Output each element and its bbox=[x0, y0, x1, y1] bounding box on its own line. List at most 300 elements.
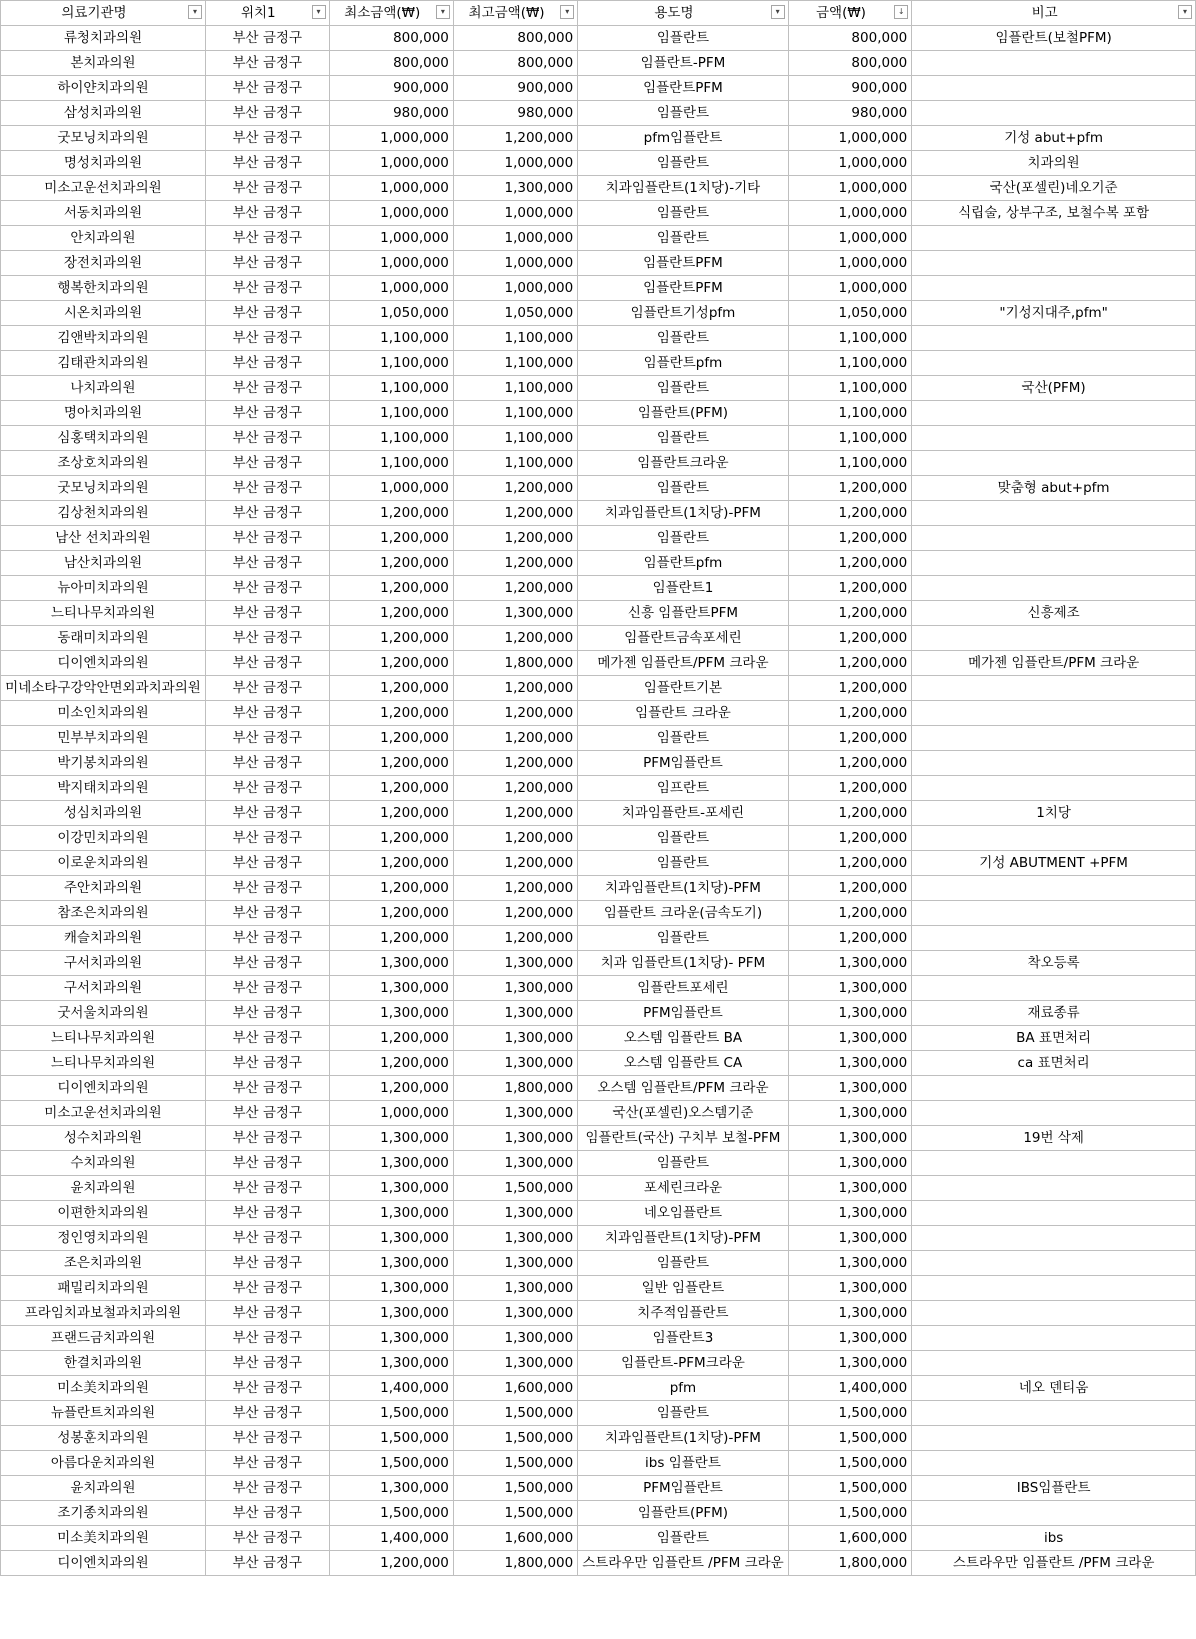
hospital-name-cell[interactable]: 김태관치과의원 bbox=[1, 351, 206, 376]
max-amount-cell[interactable]: 1,300,000 bbox=[453, 1201, 577, 1226]
hospital-name-cell[interactable]: 조기종치과의원 bbox=[1, 1501, 206, 1526]
hospital-name-cell[interactable]: 구서치과의원 bbox=[1, 951, 206, 976]
max-amount-cell[interactable]: 1,050,000 bbox=[453, 301, 577, 326]
location-cell[interactable]: 부산 금정구 bbox=[205, 1426, 329, 1451]
location-cell[interactable]: 부산 금정구 bbox=[205, 1226, 329, 1251]
location-cell[interactable]: 부산 금정구 bbox=[205, 1201, 329, 1226]
location-cell[interactable]: 부산 금정구 bbox=[205, 801, 329, 826]
remarks-cell[interactable]: 신흥제조 bbox=[912, 601, 1196, 626]
location-cell[interactable]: 부산 금정구 bbox=[205, 1126, 329, 1151]
usage-name-cell[interactable]: 치과 임플란트(1치당)- PFM bbox=[578, 951, 788, 976]
usage-name-cell[interactable]: 임플란트 bbox=[578, 926, 788, 951]
hospital-name-cell[interactable]: 남산 선치과의원 bbox=[1, 526, 206, 551]
remarks-cell[interactable] bbox=[912, 501, 1196, 526]
min-amount-cell[interactable]: 1,300,000 bbox=[329, 1201, 453, 1226]
min-amount-cell[interactable]: 1,200,000 bbox=[329, 626, 453, 651]
remarks-cell[interactable]: 착오등록 bbox=[912, 951, 1196, 976]
max-amount-cell[interactable]: 1,200,000 bbox=[453, 676, 577, 701]
max-amount-cell[interactable]: 1,600,000 bbox=[453, 1376, 577, 1401]
location-cell[interactable]: 부산 금정구 bbox=[205, 201, 329, 226]
location-cell[interactable]: 부산 금정구 bbox=[205, 876, 329, 901]
remarks-cell[interactable] bbox=[912, 751, 1196, 776]
location-cell[interactable]: 부산 금정구 bbox=[205, 426, 329, 451]
usage-name-cell[interactable]: 일반 임플란트 bbox=[578, 1276, 788, 1301]
max-amount-cell[interactable]: 1,300,000 bbox=[453, 951, 577, 976]
amount-cell[interactable]: 1,300,000 bbox=[788, 1176, 912, 1201]
amount-cell[interactable]: 1,200,000 bbox=[788, 651, 912, 676]
usage-name-cell[interactable]: 임플란트 bbox=[578, 1251, 788, 1276]
location-cell[interactable]: 부산 금정구 bbox=[205, 1351, 329, 1376]
max-amount-cell[interactable]: 1,300,000 bbox=[453, 1301, 577, 1326]
usage-name-cell[interactable]: 스트라우만 임플란트 /PFM 크라운 bbox=[578, 1551, 788, 1576]
max-amount-cell[interactable]: 1,200,000 bbox=[453, 701, 577, 726]
usage-name-cell[interactable]: 임플란트 bbox=[578, 151, 788, 176]
location-cell[interactable]: 부산 금정구 bbox=[205, 1326, 329, 1351]
usage-name-cell[interactable]: 임플란트 bbox=[578, 826, 788, 851]
max-amount-cell[interactable]: 1,300,000 bbox=[453, 176, 577, 201]
amount-cell[interactable]: 800,000 bbox=[788, 51, 912, 76]
amount-cell[interactable]: 1,200,000 bbox=[788, 751, 912, 776]
usage-name-cell[interactable]: 치과임플란트-포세린 bbox=[578, 801, 788, 826]
usage-name-cell[interactable]: 임프란트 bbox=[578, 776, 788, 801]
location-cell[interactable]: 부산 금정구 bbox=[205, 526, 329, 551]
hospital-name-cell[interactable]: 미소고운선치과의원 bbox=[1, 176, 206, 201]
usage-name-cell[interactable]: PFM임플란트 bbox=[578, 1476, 788, 1501]
location-cell[interactable]: 부산 금정구 bbox=[205, 276, 329, 301]
max-amount-cell[interactable]: 1,300,000 bbox=[453, 1151, 577, 1176]
max-amount-cell[interactable]: 1,100,000 bbox=[453, 376, 577, 401]
min-amount-cell[interactable]: 1,500,000 bbox=[329, 1426, 453, 1451]
max-amount-cell[interactable]: 980,000 bbox=[453, 101, 577, 126]
remarks-cell[interactable] bbox=[912, 326, 1196, 351]
hospital-name-cell[interactable]: 디이엔치과의원 bbox=[1, 1551, 206, 1576]
max-amount-cell[interactable]: 800,000 bbox=[453, 51, 577, 76]
max-amount-cell[interactable]: 1,300,000 bbox=[453, 1026, 577, 1051]
amount-cell[interactable]: 1,300,000 bbox=[788, 1126, 912, 1151]
hospital-name-cell[interactable]: 디이엔치과의원 bbox=[1, 1076, 206, 1101]
hospital-name-cell[interactable]: 행복한치과의원 bbox=[1, 276, 206, 301]
location-cell[interactable]: 부산 금정구 bbox=[205, 251, 329, 276]
max-amount-cell[interactable]: 1,200,000 bbox=[453, 801, 577, 826]
max-amount-cell[interactable]: 1,200,000 bbox=[453, 876, 577, 901]
min-amount-cell[interactable]: 1,200,000 bbox=[329, 776, 453, 801]
max-amount-cell[interactable]: 1,200,000 bbox=[453, 626, 577, 651]
amount-cell[interactable]: 1,500,000 bbox=[788, 1476, 912, 1501]
hospital-name-cell[interactable]: 민부부치과의원 bbox=[1, 726, 206, 751]
amount-cell[interactable]: 1,300,000 bbox=[788, 1101, 912, 1126]
min-amount-cell[interactable]: 1,000,000 bbox=[329, 276, 453, 301]
min-amount-cell[interactable]: 980,000 bbox=[329, 101, 453, 126]
min-amount-cell[interactable]: 1,100,000 bbox=[329, 451, 453, 476]
min-amount-cell[interactable]: 1,200,000 bbox=[329, 1076, 453, 1101]
remarks-cell[interactable] bbox=[912, 776, 1196, 801]
min-amount-cell[interactable]: 1,300,000 bbox=[329, 1176, 453, 1201]
min-amount-cell[interactable]: 1,200,000 bbox=[329, 876, 453, 901]
amount-cell[interactable]: 1,200,000 bbox=[788, 851, 912, 876]
location-cell[interactable]: 부산 금정구 bbox=[205, 976, 329, 1001]
filter-dropdown-icon[interactable]: ▾ bbox=[560, 5, 574, 19]
hospital-name-cell[interactable]: 미네소타구강악안면외과치과의원 bbox=[1, 676, 206, 701]
max-amount-cell[interactable]: 1,200,000 bbox=[453, 901, 577, 926]
location-cell[interactable]: 부산 금정구 bbox=[205, 601, 329, 626]
location-cell[interactable]: 부산 금정구 bbox=[205, 451, 329, 476]
filter-dropdown-icon[interactable]: ▾ bbox=[1178, 5, 1192, 19]
hospital-name-cell[interactable]: 느티나무치과의원 bbox=[1, 1026, 206, 1051]
max-amount-cell[interactable]: 1,500,000 bbox=[453, 1476, 577, 1501]
usage-name-cell[interactable]: 임플란트PFM bbox=[578, 251, 788, 276]
usage-name-cell[interactable]: 임플란트기성pfm bbox=[578, 301, 788, 326]
hospital-name-cell[interactable]: 미소美치과의원 bbox=[1, 1376, 206, 1401]
location-cell[interactable]: 부산 금정구 bbox=[205, 1076, 329, 1101]
location-cell[interactable]: 부산 금정구 bbox=[205, 401, 329, 426]
max-amount-cell[interactable]: 1,300,000 bbox=[453, 1251, 577, 1276]
usage-name-cell[interactable]: pfm bbox=[578, 1376, 788, 1401]
max-amount-cell[interactable]: 1,300,000 bbox=[453, 1101, 577, 1126]
remarks-cell[interactable]: "기성지대주,pfm" bbox=[912, 301, 1196, 326]
amount-cell[interactable]: 1,200,000 bbox=[788, 601, 912, 626]
max-amount-cell[interactable]: 1,500,000 bbox=[453, 1176, 577, 1201]
max-amount-cell[interactable]: 1,300,000 bbox=[453, 1226, 577, 1251]
location-cell[interactable]: 부산 금정구 bbox=[205, 476, 329, 501]
location-cell[interactable]: 부산 금정구 bbox=[205, 1051, 329, 1076]
usage-name-cell[interactable]: 임플란트-PFM크라운 bbox=[578, 1351, 788, 1376]
usage-name-cell[interactable]: 치과임플란트(1치당)-PFM bbox=[578, 876, 788, 901]
filter-dropdown-icon[interactable]: ▾ bbox=[188, 5, 202, 19]
hospital-name-cell[interactable]: 성봉훈치과의원 bbox=[1, 1426, 206, 1451]
amount-cell[interactable]: 1,500,000 bbox=[788, 1426, 912, 1451]
hospital-name-cell[interactable]: 장전치과의원 bbox=[1, 251, 206, 276]
usage-name-cell[interactable]: 임플란트 크라운(금속도기) bbox=[578, 901, 788, 926]
amount-cell[interactable]: 1,300,000 bbox=[788, 1301, 912, 1326]
usage-name-cell[interactable]: 임플란트 bbox=[578, 851, 788, 876]
remarks-cell[interactable]: 네오 덴티움 bbox=[912, 1376, 1196, 1401]
min-amount-cell[interactable]: 1,300,000 bbox=[329, 976, 453, 1001]
max-amount-cell[interactable]: 1,300,000 bbox=[453, 1001, 577, 1026]
remarks-cell[interactable] bbox=[912, 551, 1196, 576]
max-amount-cell[interactable]: 1,300,000 bbox=[453, 601, 577, 626]
usage-name-cell[interactable]: 임플란트 bbox=[578, 476, 788, 501]
amount-cell[interactable]: 1,000,000 bbox=[788, 226, 912, 251]
max-amount-cell[interactable]: 1,200,000 bbox=[453, 476, 577, 501]
min-amount-cell[interactable]: 1,300,000 bbox=[329, 1351, 453, 1376]
max-amount-cell[interactable]: 1,200,000 bbox=[453, 126, 577, 151]
min-amount-cell[interactable]: 1,200,000 bbox=[329, 801, 453, 826]
remarks-cell[interactable] bbox=[912, 1226, 1196, 1251]
remarks-cell[interactable] bbox=[912, 1426, 1196, 1451]
amount-cell[interactable]: 1,300,000 bbox=[788, 976, 912, 1001]
remarks-cell[interactable]: 국산(PFM) bbox=[912, 376, 1196, 401]
remarks-cell[interactable]: ca 표면처리 bbox=[912, 1051, 1196, 1076]
amount-cell[interactable]: 1,000,000 bbox=[788, 251, 912, 276]
remarks-cell[interactable] bbox=[912, 276, 1196, 301]
min-amount-cell[interactable]: 1,300,000 bbox=[329, 1476, 453, 1501]
amount-cell[interactable]: 1,300,000 bbox=[788, 1026, 912, 1051]
amount-cell[interactable]: 1,300,000 bbox=[788, 1251, 912, 1276]
location-cell[interactable]: 부산 금정구 bbox=[205, 1251, 329, 1276]
remarks-cell[interactable] bbox=[912, 451, 1196, 476]
remarks-cell[interactable] bbox=[912, 976, 1196, 1001]
remarks-cell[interactable] bbox=[912, 1251, 1196, 1276]
remarks-cell[interactable] bbox=[912, 926, 1196, 951]
filter-dropdown-icon[interactable]: ▾ bbox=[312, 5, 326, 19]
location-cell[interactable]: 부산 금정구 bbox=[205, 1151, 329, 1176]
location-cell[interactable]: 부산 금정구 bbox=[205, 1301, 329, 1326]
min-amount-cell[interactable]: 1,200,000 bbox=[329, 526, 453, 551]
location-cell[interactable]: 부산 금정구 bbox=[205, 1551, 329, 1576]
remarks-cell[interactable] bbox=[912, 1201, 1196, 1226]
hospital-name-cell[interactable]: 이로운치과의원 bbox=[1, 851, 206, 876]
location-cell[interactable]: 부산 금정구 bbox=[205, 76, 329, 101]
min-amount-cell[interactable]: 1,200,000 bbox=[329, 926, 453, 951]
max-amount-cell[interactable]: 1,000,000 bbox=[453, 251, 577, 276]
hospital-name-cell[interactable]: 수치과의원 bbox=[1, 1151, 206, 1176]
min-amount-cell[interactable]: 1,200,000 bbox=[329, 851, 453, 876]
max-amount-cell[interactable]: 1,000,000 bbox=[453, 151, 577, 176]
location-cell[interactable]: 부산 금정구 bbox=[205, 1401, 329, 1426]
remarks-cell[interactable] bbox=[912, 1101, 1196, 1126]
location-cell[interactable]: 부산 금정구 bbox=[205, 776, 329, 801]
max-amount-cell[interactable]: 1,800,000 bbox=[453, 1551, 577, 1576]
amount-cell[interactable]: 1,300,000 bbox=[788, 1226, 912, 1251]
min-amount-cell[interactable]: 1,300,000 bbox=[329, 1126, 453, 1151]
remarks-cell[interactable] bbox=[912, 226, 1196, 251]
usage-name-cell[interactable]: 임플란트 bbox=[578, 1151, 788, 1176]
amount-cell[interactable]: 1,000,000 bbox=[788, 276, 912, 301]
location-cell[interactable]: 부산 금정구 bbox=[205, 926, 329, 951]
amount-cell[interactable]: 1,300,000 bbox=[788, 951, 912, 976]
location-cell[interactable]: 부산 금정구 bbox=[205, 51, 329, 76]
min-amount-cell[interactable]: 1,200,000 bbox=[329, 651, 453, 676]
amount-cell[interactable]: 1,100,000 bbox=[788, 351, 912, 376]
max-amount-cell[interactable]: 1,100,000 bbox=[453, 326, 577, 351]
remarks-cell[interactable] bbox=[912, 351, 1196, 376]
amount-cell[interactable]: 1,200,000 bbox=[788, 701, 912, 726]
location-cell[interactable]: 부산 금정구 bbox=[205, 626, 329, 651]
hospital-name-cell[interactable]: 류청치과의원 bbox=[1, 26, 206, 51]
amount-cell[interactable]: 1,300,000 bbox=[788, 1051, 912, 1076]
hospital-name-cell[interactable]: 프라임치과보철과치과의원 bbox=[1, 1301, 206, 1326]
remarks-cell[interactable] bbox=[912, 1151, 1196, 1176]
remarks-cell[interactable] bbox=[912, 876, 1196, 901]
hospital-name-cell[interactable]: 조은치과의원 bbox=[1, 1251, 206, 1276]
usage-name-cell[interactable]: 임플란트-PFM bbox=[578, 51, 788, 76]
amount-cell[interactable]: 1,300,000 bbox=[788, 1276, 912, 1301]
remarks-cell[interactable] bbox=[912, 676, 1196, 701]
hospital-name-cell[interactable]: 이강민치과의원 bbox=[1, 826, 206, 851]
usage-name-cell[interactable]: 포세린크라운 bbox=[578, 1176, 788, 1201]
usage-name-cell[interactable]: 임플란트 bbox=[578, 376, 788, 401]
location-cell[interactable]: 부산 금정구 bbox=[205, 1276, 329, 1301]
remarks-cell[interactable] bbox=[912, 1451, 1196, 1476]
min-amount-cell[interactable]: 1,200,000 bbox=[329, 1026, 453, 1051]
min-amount-cell[interactable]: 1,500,000 bbox=[329, 1401, 453, 1426]
usage-name-cell[interactable]: 임플란트금속포세린 bbox=[578, 626, 788, 651]
remarks-cell[interactable]: 기성 ABUTMENT +PFM bbox=[912, 851, 1196, 876]
amount-cell[interactable]: 1,300,000 bbox=[788, 1001, 912, 1026]
hospital-name-cell[interactable]: 심홍택치과의원 bbox=[1, 426, 206, 451]
min-amount-cell[interactable]: 1,200,000 bbox=[329, 1551, 453, 1576]
amount-cell[interactable]: 1,300,000 bbox=[788, 1201, 912, 1226]
usage-name-cell[interactable]: 임플란트PFM bbox=[578, 76, 788, 101]
usage-name-cell[interactable]: 오스템 임플란트/PFM 크라운 bbox=[578, 1076, 788, 1101]
hospital-name-cell[interactable]: 박지태치과의원 bbox=[1, 776, 206, 801]
amount-cell[interactable]: 1,800,000 bbox=[788, 1551, 912, 1576]
usage-name-cell[interactable]: 임플란트포세린 bbox=[578, 976, 788, 1001]
remarks-cell[interactable] bbox=[912, 1351, 1196, 1376]
usage-name-cell[interactable]: 임플란트 bbox=[578, 26, 788, 51]
remarks-cell[interactable]: BA 표면처리 bbox=[912, 1026, 1196, 1051]
hospital-name-cell[interactable]: 프랜드금치과의원 bbox=[1, 1326, 206, 1351]
hospital-name-cell[interactable]: 박기봉치과의원 bbox=[1, 751, 206, 776]
hospital-name-cell[interactable]: 굿모닝치과의원 bbox=[1, 476, 206, 501]
min-amount-cell[interactable]: 1,100,000 bbox=[329, 401, 453, 426]
remarks-cell[interactable]: 식립술, 상부구조, 보철수복 포함 bbox=[912, 201, 1196, 226]
usage-name-cell[interactable]: 치과임플란트(1치당)-PFM bbox=[578, 501, 788, 526]
usage-name-cell[interactable]: 임플란트 bbox=[578, 526, 788, 551]
location-cell[interactable]: 부산 금정구 bbox=[205, 726, 329, 751]
location-cell[interactable]: 부산 금정구 bbox=[205, 1451, 329, 1476]
remarks-cell[interactable] bbox=[912, 76, 1196, 101]
max-amount-cell[interactable]: 1,200,000 bbox=[453, 576, 577, 601]
location-cell[interactable]: 부산 금정구 bbox=[205, 851, 329, 876]
usage-name-cell[interactable]: 치과임플란트(1치당)-PFM bbox=[578, 1426, 788, 1451]
amount-cell[interactable]: 1,500,000 bbox=[788, 1451, 912, 1476]
location-cell[interactable]: 부산 금정구 bbox=[205, 101, 329, 126]
remarks-cell[interactable] bbox=[912, 526, 1196, 551]
usage-name-cell[interactable]: 임플란트(PFM) bbox=[578, 1501, 788, 1526]
max-amount-cell[interactable]: 1,100,000 bbox=[453, 451, 577, 476]
max-amount-cell[interactable]: 1,200,000 bbox=[453, 526, 577, 551]
remarks-cell[interactable] bbox=[912, 626, 1196, 651]
hospital-name-cell[interactable]: 미소고운선치과의원 bbox=[1, 1101, 206, 1126]
hospital-name-cell[interactable]: 성수치과의원 bbox=[1, 1126, 206, 1151]
min-amount-cell[interactable]: 1,300,000 bbox=[329, 1276, 453, 1301]
min-amount-cell[interactable]: 1,400,000 bbox=[329, 1376, 453, 1401]
max-amount-cell[interactable]: 1,000,000 bbox=[453, 226, 577, 251]
usage-name-cell[interactable]: 임플란트 bbox=[578, 426, 788, 451]
hospital-name-cell[interactable]: 명성치과의원 bbox=[1, 151, 206, 176]
amount-cell[interactable]: 1,100,000 bbox=[788, 451, 912, 476]
remarks-cell[interactable] bbox=[912, 1276, 1196, 1301]
hospital-name-cell[interactable]: 조상호치과의원 bbox=[1, 451, 206, 476]
hospital-name-cell[interactable]: 정인영치과의원 bbox=[1, 1226, 206, 1251]
location-cell[interactable]: 부산 금정구 bbox=[205, 1001, 329, 1026]
hospital-name-cell[interactable]: 뉴플란트치과의원 bbox=[1, 1401, 206, 1426]
min-amount-cell[interactable]: 1,000,000 bbox=[329, 201, 453, 226]
amount-cell[interactable]: 1,000,000 bbox=[788, 126, 912, 151]
amount-cell[interactable]: 1,000,000 bbox=[788, 201, 912, 226]
usage-name-cell[interactable]: 임플란트3 bbox=[578, 1326, 788, 1351]
min-amount-cell[interactable]: 1,100,000 bbox=[329, 426, 453, 451]
usage-name-cell[interactable]: 임플란트크라운 bbox=[578, 451, 788, 476]
amount-cell[interactable]: 800,000 bbox=[788, 26, 912, 51]
remarks-cell[interactable]: 1치당 bbox=[912, 801, 1196, 826]
location-cell[interactable]: 부산 금정구 bbox=[205, 501, 329, 526]
max-amount-cell[interactable]: 1,200,000 bbox=[453, 501, 577, 526]
max-amount-cell[interactable]: 1,500,000 bbox=[453, 1401, 577, 1426]
usage-name-cell[interactable]: 임플란트pfm bbox=[578, 551, 788, 576]
remarks-cell[interactable]: 스트라우만 임플란트 /PFM 크라운 bbox=[912, 1551, 1196, 1576]
usage-name-cell[interactable]: PFM임플란트 bbox=[578, 751, 788, 776]
hospital-name-cell[interactable]: 김앤박치과의원 bbox=[1, 326, 206, 351]
remarks-cell[interactable] bbox=[912, 1501, 1196, 1526]
amount-cell[interactable]: 1,200,000 bbox=[788, 926, 912, 951]
hospital-name-cell[interactable]: 서동치과의원 bbox=[1, 201, 206, 226]
remarks-cell[interactable]: 국산(포셀린)네오기준 bbox=[912, 176, 1196, 201]
usage-name-cell[interactable]: 임플란트1 bbox=[578, 576, 788, 601]
usage-name-cell[interactable]: 메가젠 임플란트/PFM 크라운 bbox=[578, 651, 788, 676]
max-amount-cell[interactable]: 1,300,000 bbox=[453, 1326, 577, 1351]
location-cell[interactable]: 부산 금정구 bbox=[205, 901, 329, 926]
hospital-name-cell[interactable]: 디이엔치과의원 bbox=[1, 651, 206, 676]
remarks-cell[interactable]: 임플란트(보철PFM) bbox=[912, 26, 1196, 51]
amount-cell[interactable]: 1,200,000 bbox=[788, 551, 912, 576]
hospital-name-cell[interactable]: 패밀리치과의원 bbox=[1, 1276, 206, 1301]
amount-cell[interactable]: 1,300,000 bbox=[788, 1351, 912, 1376]
location-cell[interactable]: 부산 금정구 bbox=[205, 1176, 329, 1201]
min-amount-cell[interactable]: 1,200,000 bbox=[329, 551, 453, 576]
usage-name-cell[interactable]: 임플란트PFM bbox=[578, 276, 788, 301]
min-amount-cell[interactable]: 900,000 bbox=[329, 76, 453, 101]
min-amount-cell[interactable]: 1,300,000 bbox=[329, 1301, 453, 1326]
hospital-name-cell[interactable]: 남산치과의원 bbox=[1, 551, 206, 576]
min-amount-cell[interactable]: 1,500,000 bbox=[329, 1451, 453, 1476]
hospital-name-cell[interactable]: 미소인치과의원 bbox=[1, 701, 206, 726]
remarks-cell[interactable]: 메가젠 임플란트/PFM 크라운 bbox=[912, 651, 1196, 676]
min-amount-cell[interactable]: 1,200,000 bbox=[329, 901, 453, 926]
usage-name-cell[interactable]: 치과임플란트(1치당)-기타 bbox=[578, 176, 788, 201]
min-amount-cell[interactable]: 1,400,000 bbox=[329, 1526, 453, 1551]
min-amount-cell[interactable]: 1,000,000 bbox=[329, 126, 453, 151]
hospital-name-cell[interactable]: 굿모닝치과의원 bbox=[1, 126, 206, 151]
hospital-name-cell[interactable]: 아름다운치과의원 bbox=[1, 1451, 206, 1476]
hospital-name-cell[interactable]: 안치과의원 bbox=[1, 226, 206, 251]
max-amount-cell[interactable]: 1,300,000 bbox=[453, 976, 577, 1001]
max-amount-cell[interactable]: 1,200,000 bbox=[453, 726, 577, 751]
remarks-cell[interactable] bbox=[912, 1176, 1196, 1201]
hospital-name-cell[interactable]: 삼성치과의원 bbox=[1, 101, 206, 126]
location-cell[interactable]: 부산 금정구 bbox=[205, 676, 329, 701]
min-amount-cell[interactable]: 1,200,000 bbox=[329, 826, 453, 851]
location-cell[interactable]: 부산 금정구 bbox=[205, 751, 329, 776]
max-amount-cell[interactable]: 1,100,000 bbox=[453, 401, 577, 426]
location-cell[interactable]: 부산 금정구 bbox=[205, 151, 329, 176]
min-amount-cell[interactable]: 800,000 bbox=[329, 26, 453, 51]
remarks-cell[interactable] bbox=[912, 826, 1196, 851]
min-amount-cell[interactable]: 1,300,000 bbox=[329, 1001, 453, 1026]
max-amount-cell[interactable]: 1,200,000 bbox=[453, 751, 577, 776]
remarks-cell[interactable] bbox=[912, 1076, 1196, 1101]
min-amount-cell[interactable]: 1,000,000 bbox=[329, 476, 453, 501]
max-amount-cell[interactable]: 1,200,000 bbox=[453, 776, 577, 801]
amount-cell[interactable]: 1,500,000 bbox=[788, 1401, 912, 1426]
hospital-name-cell[interactable]: 주안치과의원 bbox=[1, 876, 206, 901]
max-amount-cell[interactable]: 1,300,000 bbox=[453, 1051, 577, 1076]
min-amount-cell[interactable]: 1,000,000 bbox=[329, 151, 453, 176]
max-amount-cell[interactable]: 900,000 bbox=[453, 76, 577, 101]
usage-name-cell[interactable]: 임플란트 bbox=[578, 326, 788, 351]
location-cell[interactable]: 부산 금정구 bbox=[205, 176, 329, 201]
hospital-name-cell[interactable]: 시온치과의원 bbox=[1, 301, 206, 326]
amount-cell[interactable]: 1,000,000 bbox=[788, 176, 912, 201]
hospital-name-cell[interactable]: 명아치과의원 bbox=[1, 401, 206, 426]
amount-cell[interactable]: 1,100,000 bbox=[788, 376, 912, 401]
usage-name-cell[interactable]: 임플란트 bbox=[578, 726, 788, 751]
location-cell[interactable]: 부산 금정구 bbox=[205, 301, 329, 326]
amount-cell[interactable]: 1,200,000 bbox=[788, 626, 912, 651]
max-amount-cell[interactable]: 1,800,000 bbox=[453, 1076, 577, 1101]
amount-cell[interactable]: 1,200,000 bbox=[788, 676, 912, 701]
